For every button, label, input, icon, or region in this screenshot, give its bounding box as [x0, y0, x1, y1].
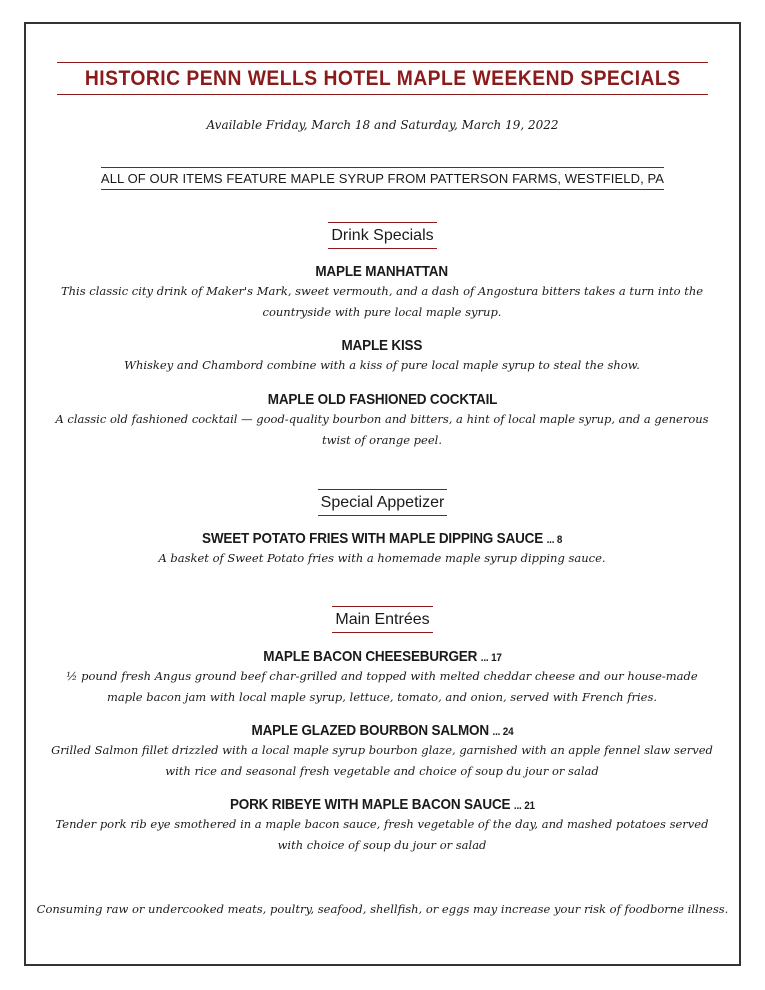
item-name	[251, 722, 513, 739]
item-name-text: SWEET POTATO FRIES WITH MAPLE DIPPING SAUCE	[201, 530, 543, 547]
item-name: MAPLE KISS	[341, 337, 423, 354]
menu-item	[48, 528, 716, 569]
item-price: ... 24	[492, 726, 513, 738]
item-name	[230, 796, 535, 813]
section-heading-drinks	[0, 222, 765, 249]
item-name-text: MAPLE GLAZED BOURBON SALMON	[251, 722, 489, 739]
item-description: Tender pork rib eye smothered in a maple bacon sauce, fresh vegetable of the day, and mashed potatoes served with choice of soup du jour or salad	[55, 817, 709, 852]
section-title: Special Appetizer	[318, 489, 448, 516]
menu-item	[48, 261, 716, 323]
item-price: ... 21	[513, 800, 535, 812]
food-safety-disclaimer: Consuming raw or undercooked meats, poultry, seafood, shellfish, or eggs may increase your risk of foodborne illness.	[36, 902, 729, 916]
item-description: This classic city drink of Maker's Mark, sweet vermouth, and a dash of Angostura bitters takes a turn into the countryside with pure local maple syrup.	[60, 284, 704, 319]
item-price: ... 17	[480, 652, 502, 664]
section-title: Drink Specials	[328, 222, 436, 249]
section-heading-appetizer	[0, 489, 765, 516]
item-description: Whiskey and Chambord combine with a kiss of pure local maple syrup to steal the show.	[124, 358, 640, 372]
feature-banner	[0, 167, 765, 190]
menu-item	[48, 794, 716, 856]
feature-note: ALL OF OUR ITEMS FEATURE MAPLE SYRUP FROM PATTERSON FARMS, WESTFIELD, PA	[101, 167, 664, 190]
item-description: A basket of Sweet Potato fries with a homemade maple syrup dipping sauce.	[158, 551, 606, 565]
item-description: A classic old fashioned cocktail — good-quality bourbon and bitters, a hint of local maple syrup, and a generous twist of orange peel.	[55, 412, 709, 447]
menu-item	[48, 335, 716, 376]
menu-header	[0, 62, 765, 95]
item-description: Grilled Salmon fillet drizzled with a local maple syrup bourbon glaze, garnished with an apple fennel slaw served with rice and seasonal fresh vegetable and choice of soup du jour or salad	[51, 743, 713, 778]
menu-item	[48, 720, 716, 782]
item-name-text: MAPLE BACON CHEESEBURGER	[262, 648, 477, 665]
item-price: ... 8	[546, 534, 563, 546]
item-name: MAPLE OLD FASHIONED COCKTAIL	[267, 391, 497, 408]
item-name	[202, 530, 562, 547]
menu-title: HISTORIC PENN WELLS HOTEL MAPLE WEEKEND SPECIALS	[84, 67, 681, 90]
item-name: MAPLE MANHATTAN	[315, 263, 449, 280]
availability-note: Available Friday, March 18 and Saturday, March 19, 2022	[206, 118, 559, 132]
menu-item	[48, 646, 716, 708]
title-rule	[57, 62, 708, 95]
item-name-text: PORK RIBEYE WITH MAPLE BACON SAUCE	[229, 796, 510, 813]
menu-item	[48, 389, 716, 451]
item-name	[263, 648, 501, 665]
section-heading-entrees	[0, 606, 765, 633]
section-title: Main Entrées	[332, 606, 432, 633]
item-description: ½ pound fresh Angus ground beef char-grilled and topped with melted cheddar cheese and our house-made maple bacon jam with local maple syrup, lettuce, tomato, and onion, served with French fries.	[66, 669, 698, 704]
